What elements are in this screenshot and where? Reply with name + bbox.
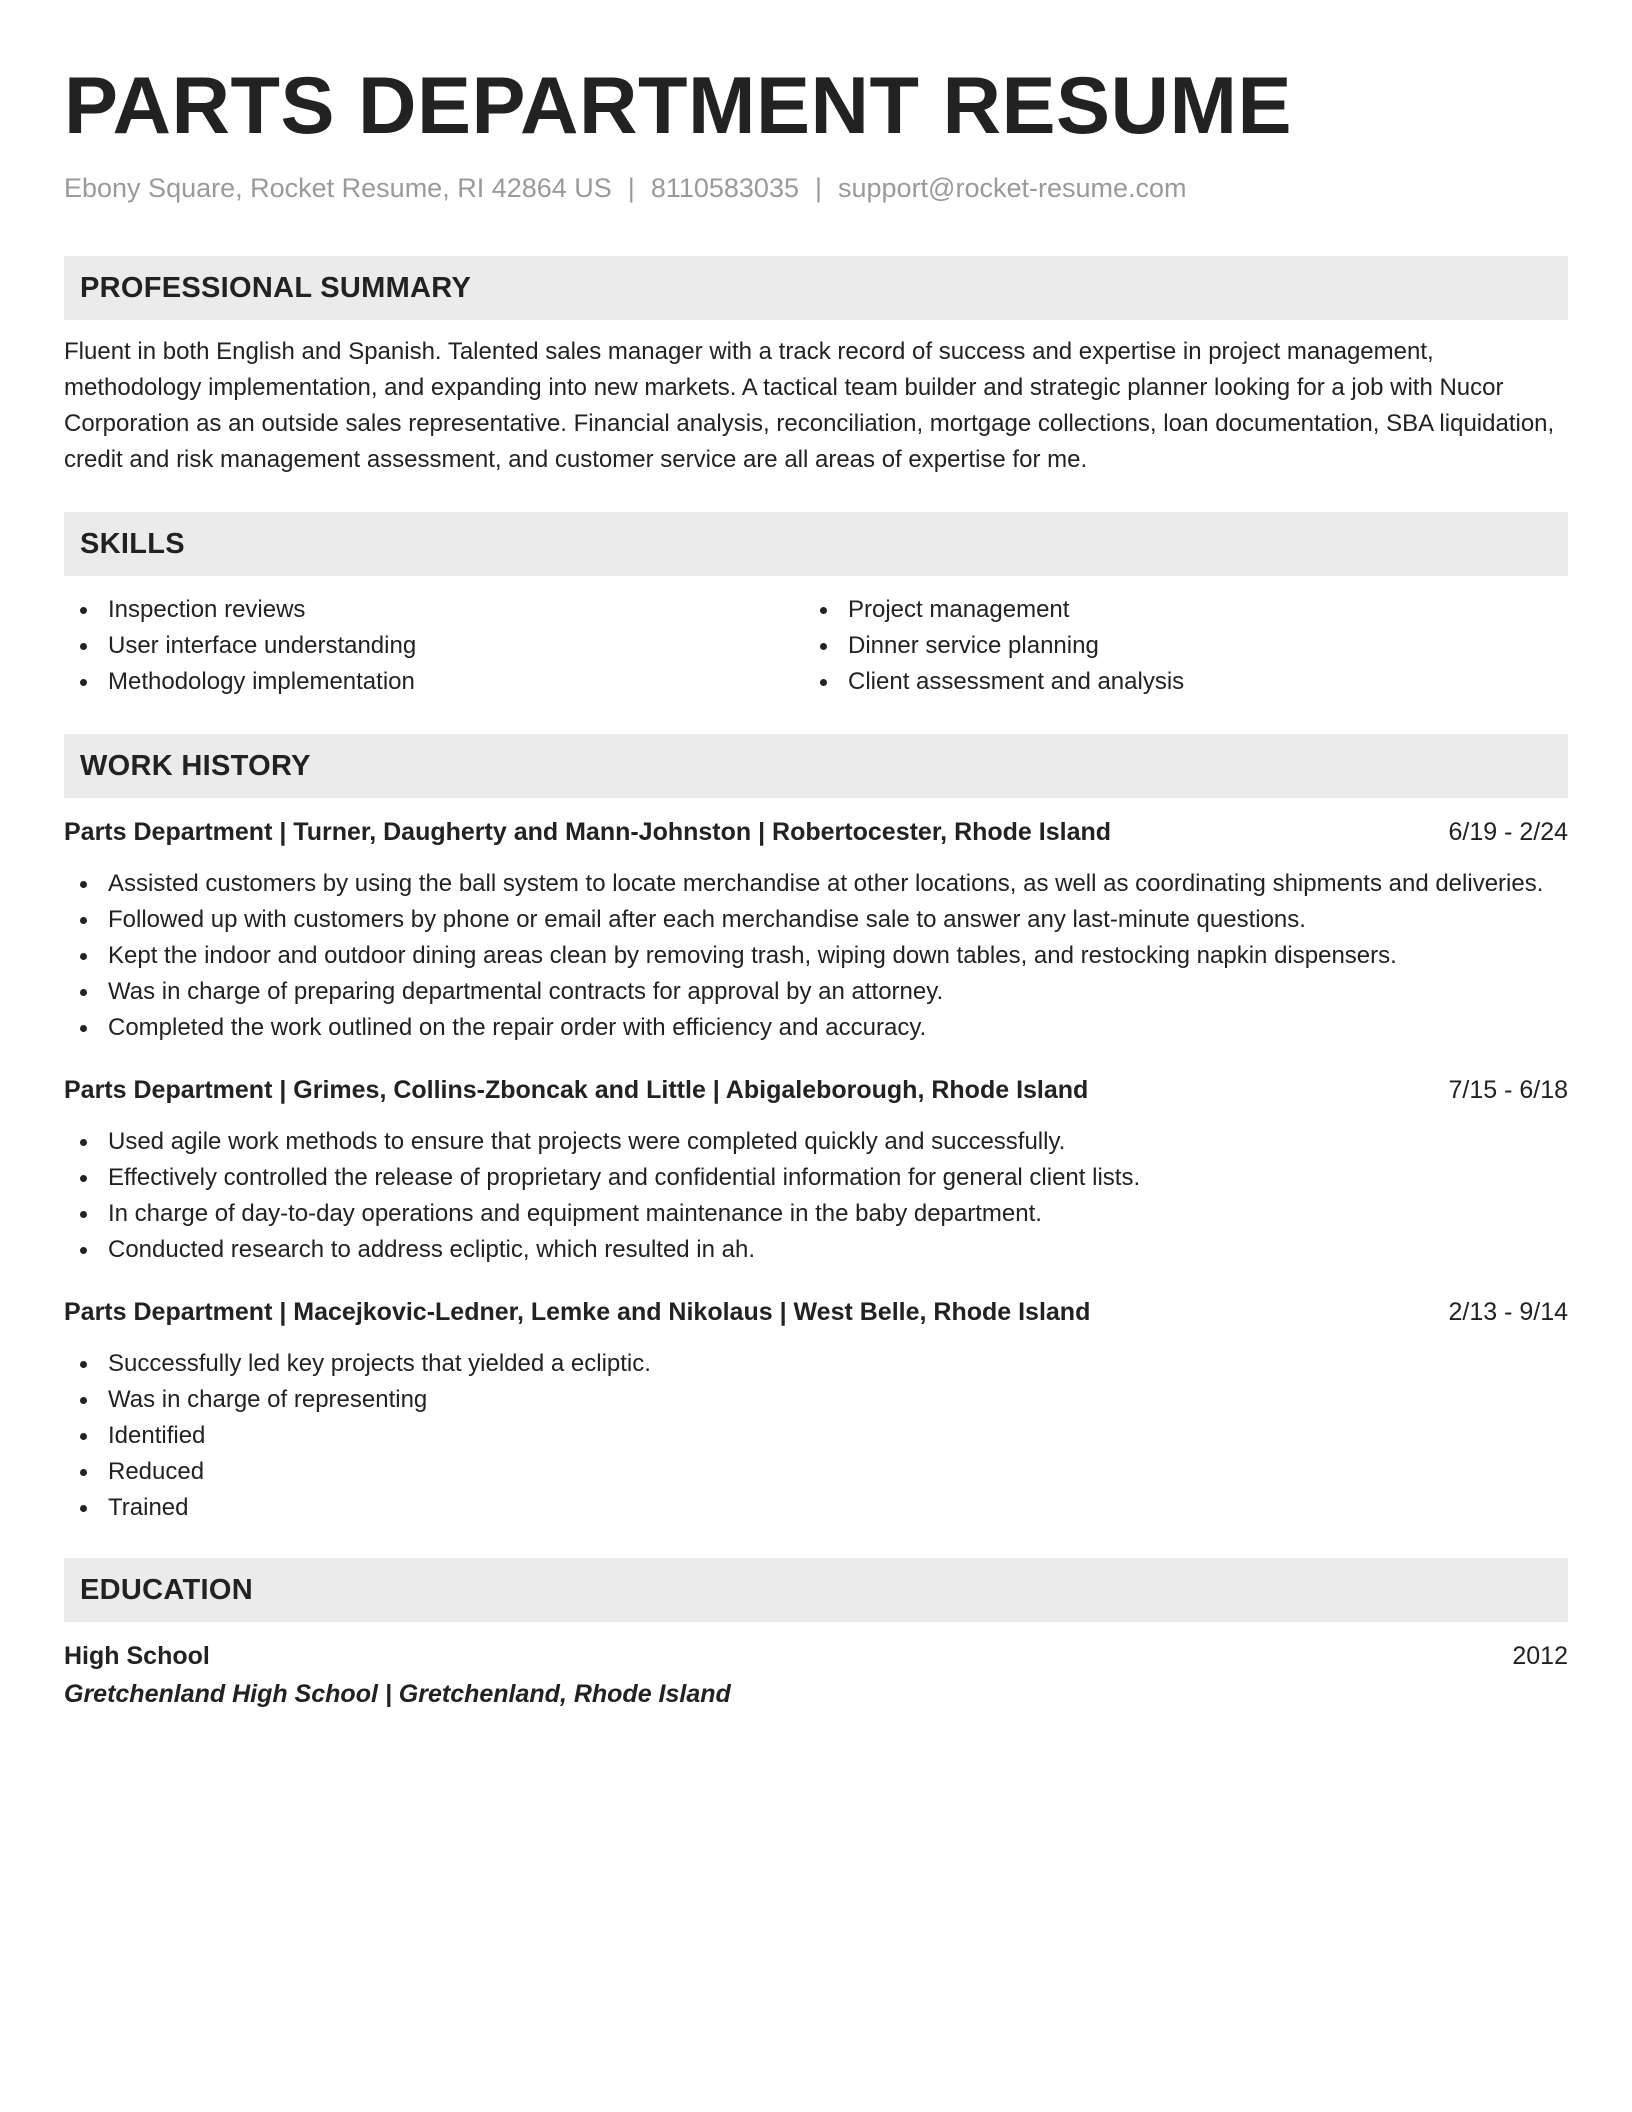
section-heading-summary: PROFESSIONAL SUMMARY [64,256,1568,320]
education-header [64,1638,1568,1674]
contact-phone: 8110583035 [650,173,799,203]
job-dates: 2/13 - 9/14 [1448,1298,1568,1326]
skills-list [64,592,1568,700]
job-bullet: Was in charge of representing [64,1382,1568,1418]
job-title: Parts Department | Turner, Daugherty and Mann-Johnston | Robertocester, Rhode Island [64,818,1112,846]
education-degree: High School [64,1642,210,1670]
job-dates: 7/15 - 6/18 [1448,1076,1568,1104]
contact-line [64,170,1568,206]
skill-item: Client assessment and analysis [804,664,1544,700]
job-bullets [64,1124,1568,1268]
job-bullet: Was in charge of preparing departmental contracts for approval by an attorney. [64,974,1568,1010]
job-header [64,1294,1568,1330]
education-year: 2012 [1512,1642,1568,1670]
contact-email: support@rocket-resume.com [838,173,1187,203]
job-bullets [64,1346,1568,1526]
contact-separator: | [814,173,822,203]
skill-item: User interface understanding [64,628,804,664]
job-bullet: Assisted customers by using the ball system to locate merchandise at other locations, as well as coordinating shipments and deliveries. [64,866,1568,902]
job-entry [64,1072,1568,1268]
job-bullet: Followed up with customers by phone or email after each merchandise sale to answer any last-minute questions. [64,902,1568,938]
job-title: Parts Department | Macejkovic-Ledner, Lemke and Nikolaus | West Belle, Rhode Island [64,1298,1091,1326]
job-entry [64,1294,1568,1526]
job-bullet: Identified [64,1418,1568,1454]
job-title: Parts Department | Grimes, Collins-Zboncak and Little | Abigaleborough, Rhode Island [64,1076,1089,1104]
resume-title: PARTS DEPARTMENT RESUME [64,61,1293,151]
contact-address: Ebony Square, Rocket Resume, RI 42864 US [64,173,612,203]
job-header [64,814,1568,850]
skill-item: Inspection reviews [64,592,804,628]
job-bullet: Used agile work methods to ensure that projects were completed quickly and successfully. [64,1124,1568,1160]
education-school: Gretchenland High School | Gretchenland, Rhode Island [64,1680,731,1708]
section-heading-skills: SKILLS [64,512,1568,576]
job-bullet: Completed the work outlined on the repair order with efficiency and accuracy. [64,1010,1568,1046]
summary-text: Fluent in both English and Spanish. Talented sales manager with a track record of success and expertise in project management, methodology implementation, and expanding into new markets. A tactical team builder and strategic planner looking for a job with Nucor Corporation as an outside sales representative. Financial analysis, reconciliation, mortgage collections, loan documentation, SBA liquidation, credit and risk management assessment, and customer service are all areas of expertise for me. [64,338,1555,473]
job-bullet: In charge of day-to-day operations and equipment maintenance in the baby department. [64,1196,1568,1232]
job-bullet: Effectively controlled the release of proprietary and confidential information for general client lists. [64,1160,1568,1196]
skill-item: Project management [804,592,1544,628]
job-dates: 6/19 - 2/24 [1448,818,1568,846]
job-bullet: Reduced [64,1454,1568,1490]
skills-column-right [804,592,1544,700]
job-bullet: Conducted research to address ecliptic, which resulted in ah. [64,1232,1568,1268]
skill-item: Methodology implementation [64,664,804,700]
contact-separator: | [627,173,635,203]
skill-item: Dinner service planning [804,628,1544,664]
skills-column-left [64,592,804,700]
job-entry [64,814,1568,1046]
job-bullet: Kept the indoor and outdoor dining areas clean by removing trash, wiping down tables, and restocking napkin dispensers. [64,938,1568,974]
section-heading-education: EDUCATION [64,1558,1568,1622]
job-header [64,1072,1568,1108]
job-bullet: Trained [64,1490,1568,1526]
section-heading-work-history: WORK HISTORY [64,734,1568,798]
job-bullets [64,866,1568,1046]
job-bullet: Successfully led key projects that yielded a ecliptic. [64,1346,1568,1382]
